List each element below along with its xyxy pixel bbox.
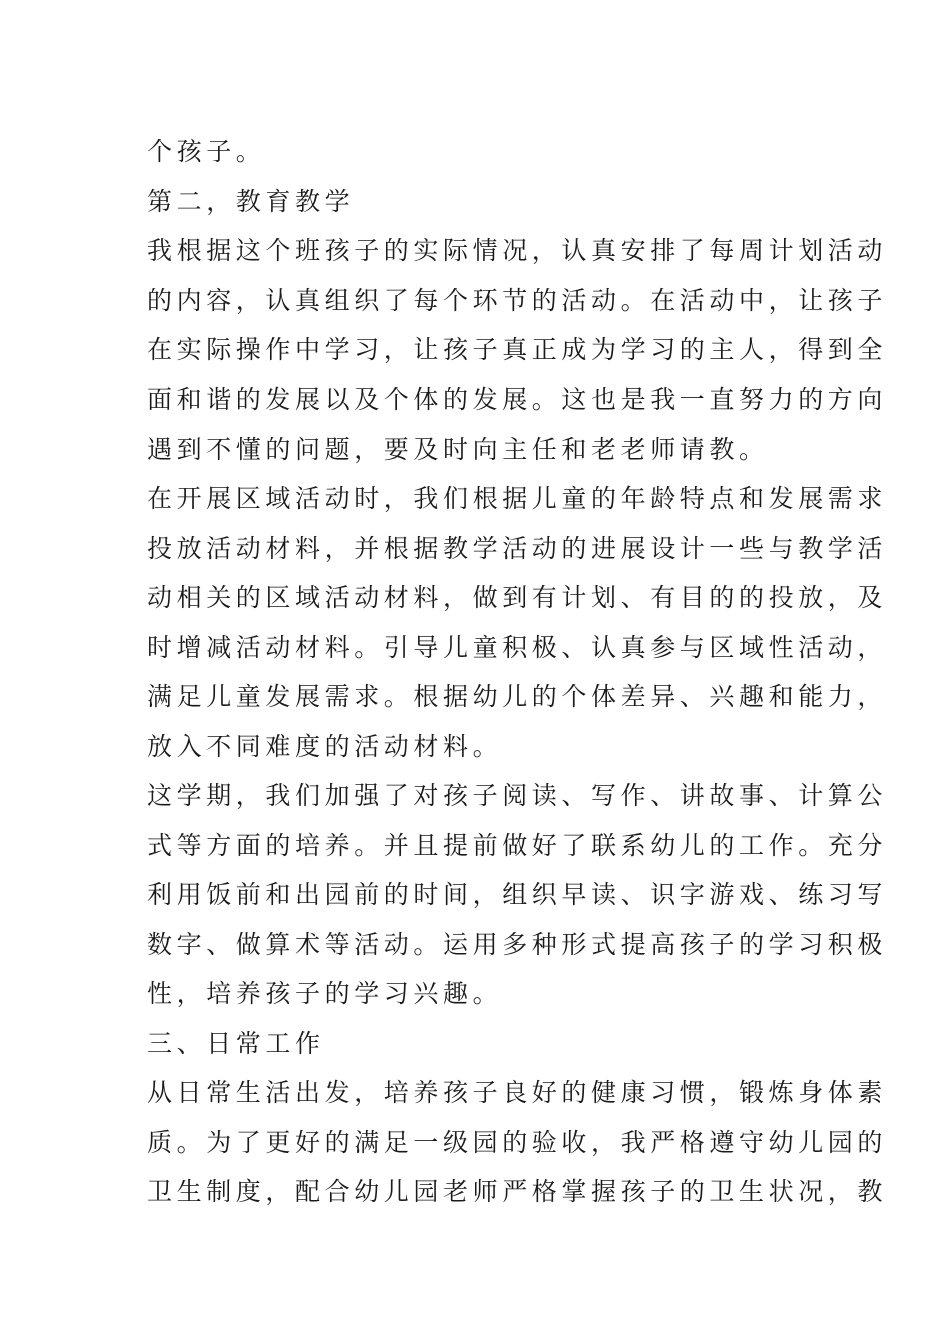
text-line: 个孩子。 [147,137,266,166]
text-line: 数字、做算术等活动。运用多种形式提高孩子的学习积极 [147,930,888,959]
text-line: 式等方面的培养。并且提前做好了联系幼儿的工作。充分 [147,831,888,860]
text-line: 在开展区域活动时，我们根据儿童的年龄特点和发展需求 [147,484,888,513]
text-line: 的内容，认真组织了每个环节的活动。在活动中，让孩子 [147,286,888,315]
text-line: 遇到不懂的问题，要及时向主任和老老师请教。 [147,435,769,464]
text-line: 从日常生活出发，培养孩子良好的健康习惯，锻炼身体素 [147,1078,888,1107]
section-heading: 三、日常工作 [147,1029,325,1058]
text-line: 投放活动材料，并根据教学活动的进展设计一些与教学活 [147,534,888,563]
text-line: 放入不同难度的活动材料。 [147,732,503,761]
text-line: 利用饭前和出园前的时间，组织早读、识字游戏、练习写 [147,880,888,909]
text-line: 性，培养孩子的学习兴趣。 [147,979,503,1008]
text-line: 这学期，我们加强了对孩子阅读、写作、讲故事、计算公 [147,781,888,810]
text-line: 动相关的区域活动材料，做到有计划、有目的的投放，及 [147,583,888,612]
section-heading: 第二，教育教学 [147,187,355,216]
text-line: 满足儿童发展需求。根据幼儿的个体差异、兴趣和能力， [147,682,888,711]
text-line: 质。为了更好的满足一级园的验收，我严格遵守幼儿园的 [147,1128,888,1157]
text-line: 我根据这个班孩子的实际情况，认真安排了每周计划活动 [147,236,888,265]
text-line: 卫生制度，配合幼儿园老师严格掌握孩子的卫生状况，教 [147,1177,888,1206]
text-line: 面和谐的发展以及个体的发展。这也是我一直努力的方向 [147,385,888,414]
text-line: 时增减活动材料。引导儿童积极、认真参与区域性活动， [147,633,888,662]
text-line: 在实际操作中学习，让孩子真正成为学习的主人，得到全 [147,335,888,364]
